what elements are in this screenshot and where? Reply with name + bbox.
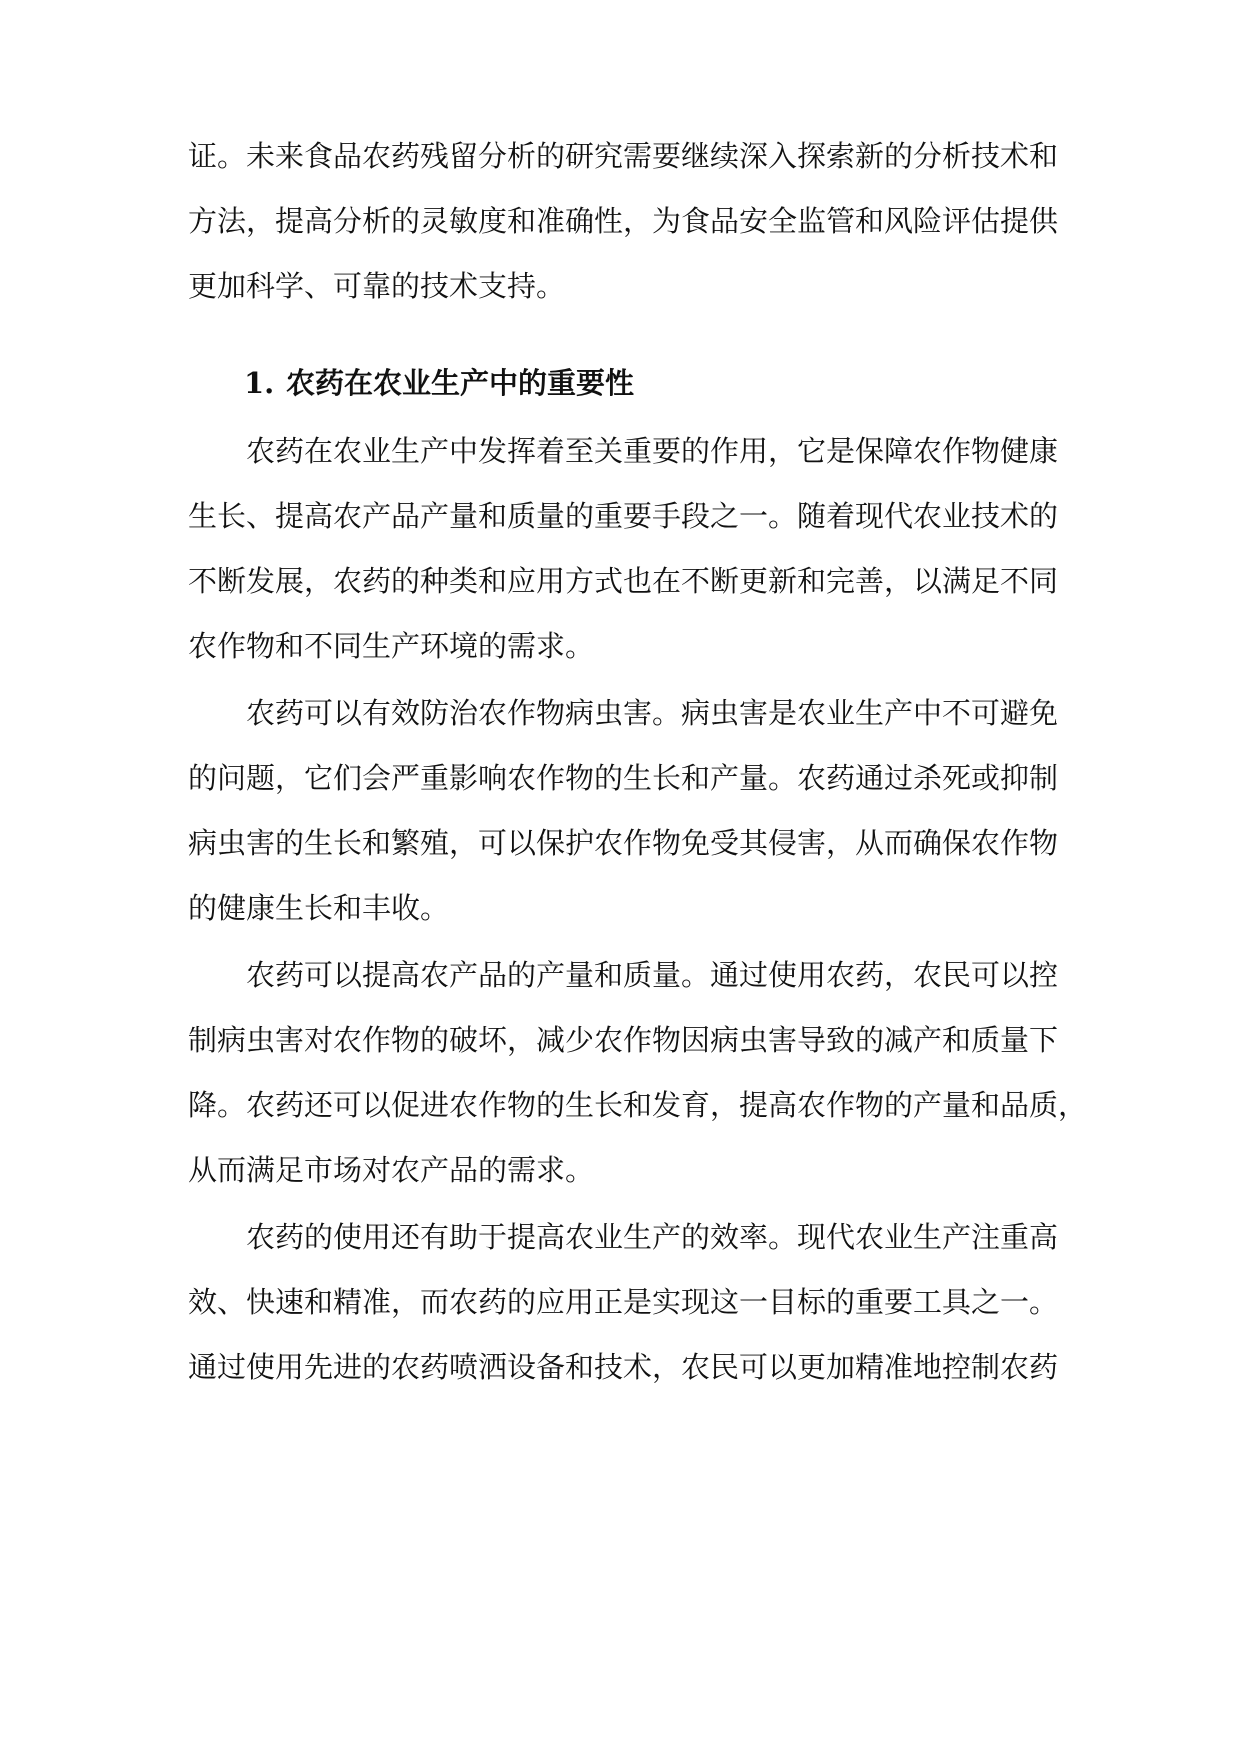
paragraph-line: 农药可以有效防治农作物病虫害。病虫害是农业生产中不可避免 [246,696,1059,730]
paragraph-line: 更加科学、可靠的技术支持。 [188,269,566,303]
paragraph-line: 农作物和不同生产环境的需求。 [188,629,595,663]
paragraph-line: 农药可以提高农产品的产量和质量。通过使用农药，农民可以控 [246,958,1059,992]
section-number: 1. [244,366,275,400]
paragraph-line: 效、快速和精准，而农药的应用正是实现这一目标的重要工具之一。 [188,1285,1059,1319]
paragraph-line: 方法，提高分析的灵敏度和准确性，为食品安全监管和风险评估提供 [188,204,1059,238]
paragraph-line: 降。农药还可以促进农作物的生长和发育，提高农作物的产量和品质， [188,1088,1088,1122]
paragraph-line: 生长、提高农产品产量和质量的重要手段之一。随着现代农业技术的 [188,499,1059,533]
paragraph-line: 农药在农业生产中发挥着至关重要的作用，它是保障农作物健康 [246,434,1059,468]
paragraph-line: 不断发展，农药的种类和应用方式也在不断更新和完善，以满足不同 [188,564,1059,598]
paragraph-line: 通过使用先进的农药喷洒设备和技术，农民可以更加精准地控制农药 [188,1350,1059,1384]
paragraph-line: 证。未来食品农药残留分析的研究需要继续深入探索新的分析技术和 [188,139,1059,173]
section-heading [244,363,634,403]
paragraph-line: 病虫害的生长和繁殖，可以保护农作物免受其侵害，从而确保农作物 [188,826,1059,860]
paragraph-line: 农药的使用还有助于提高农业生产的效率。现代农业生产注重高 [246,1220,1059,1254]
paragraph-line: 的问题，它们会严重影响农作物的生长和产量。农药通过杀死或抑制 [188,761,1059,795]
paragraph-line: 制病虫害对农作物的破坏，减少农作物因病虫害导致的减产和质量下 [188,1023,1059,1057]
section-title: 农药在农业生产中的重要性 [286,366,635,400]
paragraph-line: 从而满足市场对农产品的需求。 [188,1153,595,1187]
paragraph-line: 的健康生长和丰收。 [188,891,450,925]
